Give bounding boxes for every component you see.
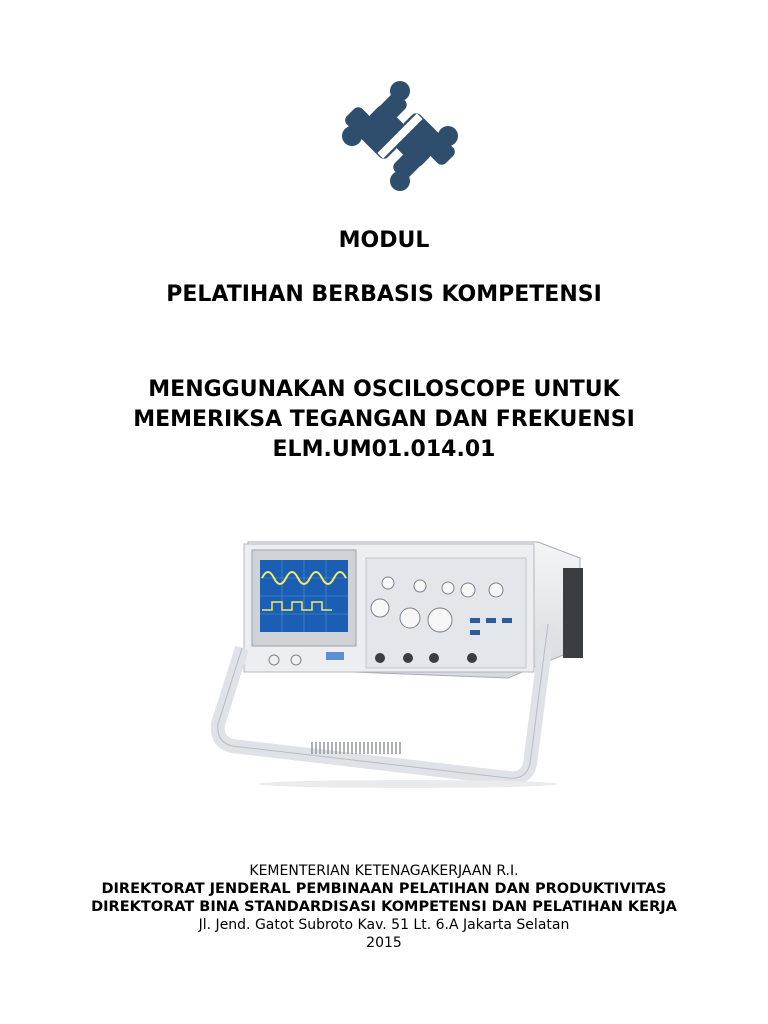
unit-title-line-1: MENGGUNAKAN OSCILOSCOPE UNTUK [148,377,620,402]
unit-title-line-2: MEMERIKSA TEGANGAN DAN FREKUENSI [133,407,635,432]
publisher-block [0,862,768,952]
cover-heading: MODUL [338,228,430,253]
oscilloscope-photo [208,528,600,790]
address: Jl. Jend. Gatot Subroto Kav. 51 Lt. 6.A Jakarta Selatan [198,917,570,933]
unit-title-block [0,375,768,465]
cover-subheading: PELATIHAN BERBASIS KOMPETENSI [166,282,602,307]
directorate-name: DIREKTORAT BINA STANDARDISASI KOMPETENSI DAN PELATIHAN KERJA [91,899,677,915]
ministry-name: KEMENTERIAN KETENAGAKERJAAN R.I. [249,863,519,879]
publication-year: 2015 [366,935,402,951]
directorate-general-name: DIREKTORAT JENDERAL PEMBINAAN PELATIHAN DAN PRODUKTIVITAS [101,881,667,897]
kemnaker-logo-icon [338,78,462,194]
unit-code: ELM.UM01.014.01 [272,437,496,462]
